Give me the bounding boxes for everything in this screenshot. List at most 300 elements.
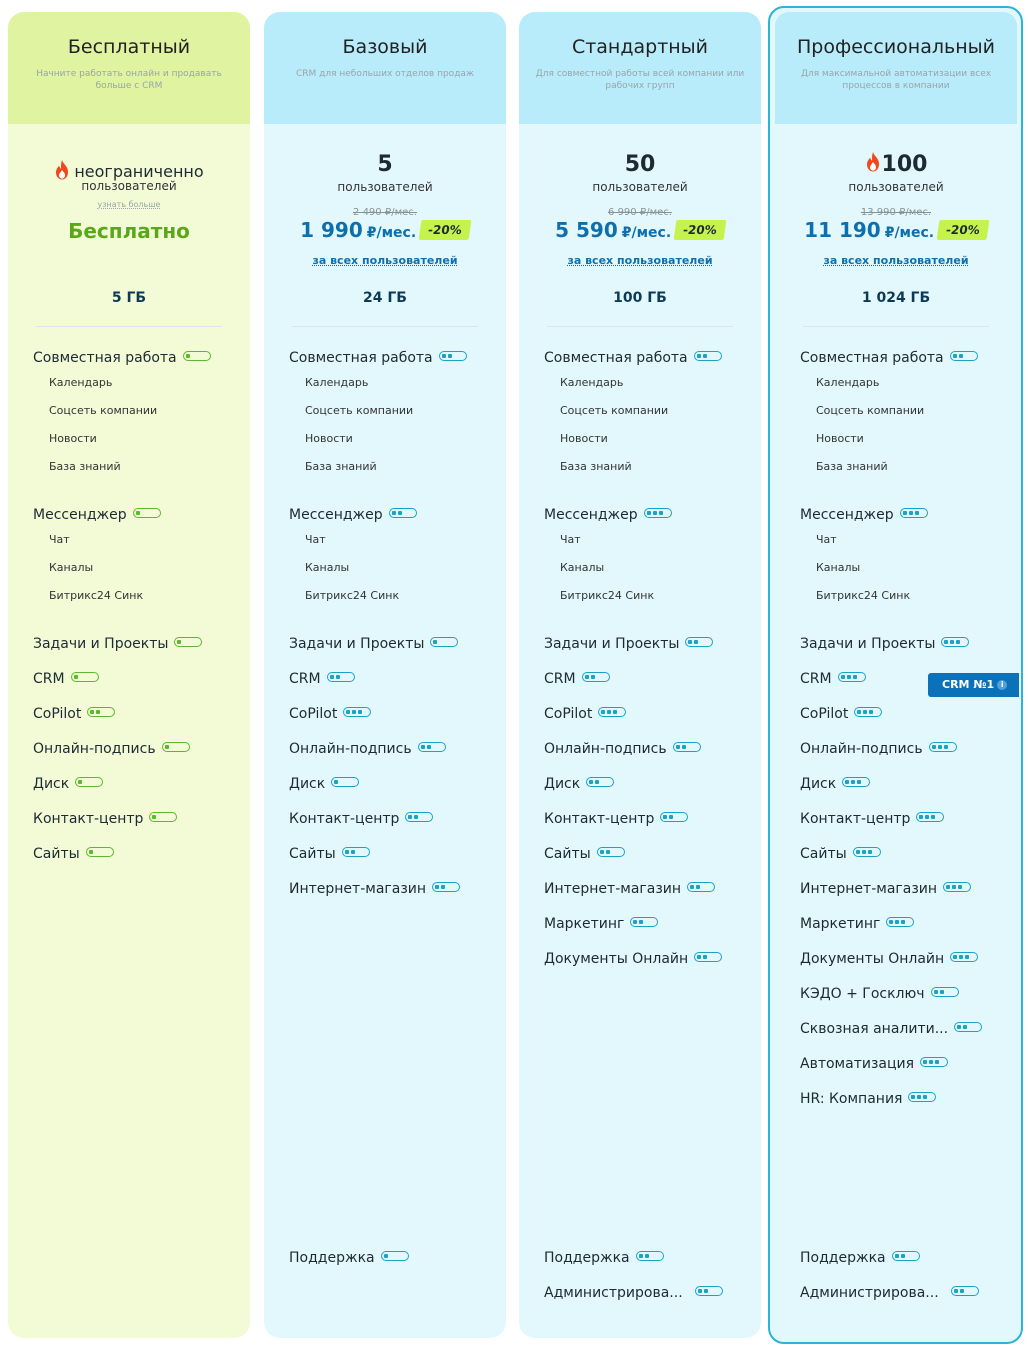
plan-level-toggle	[75, 777, 103, 787]
plan-level-toggle	[694, 351, 722, 361]
old-price: 13 990 ₽/мес.	[860, 207, 932, 218]
toggle-dot	[78, 780, 82, 784]
toggle-dot	[647, 511, 651, 515]
plan-level-toggle	[418, 742, 446, 752]
feature-label: Диск	[289, 776, 326, 792]
feature-item[interactable]	[800, 1091, 936, 1107]
plan-level-toggle	[694, 952, 722, 962]
feature-item[interactable]	[800, 671, 866, 687]
plan-inner	[519, 12, 761, 1338]
feature-sub-item: Новости	[816, 432, 864, 445]
feature-label: Документы Онлайн	[800, 951, 945, 967]
toggle-dot	[177, 640, 181, 644]
plan-level-toggle	[636, 1251, 664, 1261]
toggle-dot	[851, 780, 855, 784]
feature-item[interactable]	[544, 507, 672, 523]
toggle-dot	[697, 354, 701, 358]
price-row	[264, 218, 506, 242]
feature-item[interactable]	[33, 671, 99, 687]
feature-item[interactable]	[289, 811, 433, 827]
toggle-dot	[601, 710, 605, 714]
toggle-dot	[956, 640, 960, 644]
feature-item[interactable]	[544, 741, 701, 757]
feature-item[interactable]	[289, 776, 359, 792]
plan-name: Профессиональный	[797, 36, 995, 58]
plan-level-toggle	[86, 847, 114, 857]
feature-item[interactable]	[800, 507, 928, 523]
feature-sub-item: База знаний	[305, 460, 377, 473]
feature-sub-item: Чат	[49, 533, 70, 546]
toggle-dot	[136, 511, 140, 515]
feature-item[interactable]	[33, 706, 115, 722]
users-count	[775, 152, 1017, 177]
feature-item[interactable]	[800, 636, 969, 652]
toggle-dot	[703, 955, 707, 959]
plan-level-toggle	[886, 917, 914, 927]
plan-level-toggle	[586, 777, 614, 787]
feature-label: Мессенджер	[289, 507, 383, 523]
toggle-dot	[953, 354, 957, 358]
plan-level-toggle	[931, 987, 959, 997]
feature-label: Задачи и Проекты	[289, 636, 425, 652]
info-icon[interactable]: i	[997, 680, 1007, 690]
toggle-dot	[903, 511, 907, 515]
feature-label: Интернет-магазин	[544, 881, 682, 897]
toggle-dot	[931, 815, 935, 819]
users-label: пользователей	[337, 180, 433, 194]
feature-sub-item: Битрикс24 Синк	[49, 589, 144, 602]
old-price: 2 490 ₽/мес.	[353, 207, 417, 218]
plan-level-toggle	[687, 882, 715, 892]
toggle-dot	[392, 511, 396, 515]
feature-label: Мессенджер	[544, 507, 638, 523]
plan-card-basic	[264, 12, 506, 1338]
divider	[547, 326, 733, 327]
plan-level-toggle	[853, 847, 881, 857]
plan-level-toggle	[381, 1251, 409, 1261]
crm-no1-badge[interactable]	[928, 673, 1019, 697]
toggle-dot	[606, 850, 610, 854]
plan-level-toggle	[582, 672, 610, 682]
feature-label: CoPilot	[289, 706, 338, 722]
plan-level-toggle	[343, 707, 371, 717]
toggle-dot	[613, 710, 617, 714]
feature-label: Сайты	[544, 846, 591, 862]
toggle-dot	[925, 815, 929, 819]
plan-level-toggle	[342, 847, 370, 857]
toggle-dot	[600, 850, 604, 854]
feature-item-bottom[interactable]	[289, 1250, 409, 1266]
feature-item[interactable]	[544, 776, 614, 792]
feature-item[interactable]	[544, 706, 626, 722]
storage-size: 24 ГБ	[363, 290, 407, 306]
feature-item[interactable]	[544, 881, 715, 897]
toggle-dot	[698, 1289, 702, 1293]
toggle-dot	[703, 354, 707, 358]
price-row	[775, 218, 1017, 242]
learn-more-link[interactable]: узнать больше	[97, 200, 161, 209]
toggle-dot	[704, 1289, 708, 1293]
plan-level-toggle	[174, 637, 202, 647]
feature-item[interactable]	[289, 350, 467, 366]
feature-item[interactable]	[800, 350, 978, 366]
toggle-dot	[895, 1254, 899, 1258]
toggle-dot	[923, 1060, 927, 1064]
feature-sub-item: Календарь	[49, 376, 113, 389]
feature-item-bottom[interactable]	[800, 1250, 920, 1266]
feature-item[interactable]	[544, 636, 713, 652]
plan-level-toggle	[892, 1251, 920, 1261]
plan-level-toggle	[598, 707, 626, 717]
feature-item[interactable]	[33, 776, 103, 792]
storage-size: 5 ГБ	[111, 290, 147, 306]
fire-icon	[54, 160, 70, 180]
feature-item[interactable]	[800, 811, 944, 827]
plan-level-toggle	[405, 812, 433, 822]
plan-header	[775, 12, 1017, 124]
feature-sub-item: Соцсеть компании	[49, 404, 158, 417]
toggle-dot	[917, 1095, 921, 1099]
plan-level-toggle	[660, 812, 688, 822]
feature-item[interactable]	[289, 636, 458, 652]
feature-label: Мессенджер	[800, 507, 894, 523]
feature-item[interactable]	[800, 881, 971, 897]
toggle-dot	[950, 640, 954, 644]
plan-level-toggle	[950, 351, 978, 361]
feature-label: Поддержка	[289, 1250, 375, 1266]
toggle-dot	[408, 815, 412, 819]
feature-label: Поддержка	[800, 1250, 886, 1266]
toggle-dot	[585, 675, 589, 679]
toggle-dot	[869, 710, 873, 714]
feature-item[interactable]	[800, 916, 914, 932]
toggle-dot	[89, 850, 93, 854]
toggle-dot	[589, 780, 593, 784]
feature-item[interactable]	[289, 706, 371, 722]
toggle-dot	[841, 675, 845, 679]
feature-item[interactable]	[800, 846, 881, 862]
plan-level-toggle	[943, 882, 971, 892]
feature-item[interactable]	[800, 706, 882, 722]
feature-item[interactable]	[800, 986, 959, 1002]
feature-sub-item: Новости	[49, 432, 97, 445]
users-label: пользователей	[81, 179, 177, 193]
feature-sub-item: Каналы	[560, 561, 605, 574]
feature-sub-item: Соцсеть компании	[560, 404, 669, 417]
toggle-dot	[334, 780, 338, 784]
feature-label: КЭДО + Госключ	[800, 986, 925, 1002]
toggle-dot	[330, 675, 334, 679]
feature-sub-item: Битрикс24 Синк	[560, 589, 655, 602]
feature-label: Администрирова...	[800, 1285, 939, 1301]
feature-item[interactable]	[289, 507, 417, 523]
plan-inner	[8, 12, 250, 1338]
users-count-value: 100	[881, 152, 928, 177]
toggle-dot	[435, 885, 439, 889]
feature-sub-item: Календарь	[305, 376, 369, 389]
feature-sub-item: Каналы	[49, 561, 94, 574]
feature-sub-item: Новости	[560, 432, 608, 445]
feature-label: Сквозная аналити...	[800, 1021, 949, 1037]
feature-label: Администрирова...	[544, 1285, 683, 1301]
feature-item[interactable]	[33, 636, 202, 652]
price-period: ₽/мес.	[884, 225, 935, 241]
price-value: 1 990	[300, 218, 363, 242]
plan-level-toggle	[432, 882, 460, 892]
divider	[803, 326, 989, 327]
toggle-dot	[957, 1025, 961, 1029]
plan-level-toggle	[929, 742, 957, 752]
feature-item[interactable]	[33, 350, 211, 366]
feature-item[interactable]	[544, 916, 658, 932]
toggle-dot	[946, 885, 950, 889]
feature-sub-item: База знаний	[816, 460, 888, 473]
feature-sub-item: Каналы	[816, 561, 861, 574]
feature-sub-item: Чат	[816, 533, 837, 546]
feature-sub-item: Новости	[305, 432, 353, 445]
plan-level-toggle	[941, 637, 969, 647]
all-users-link[interactable]: за всех пользователей	[567, 254, 713, 267]
plan-level-toggle	[630, 917, 658, 927]
feature-label: Сайты	[33, 846, 80, 862]
plan-level-toggle	[162, 742, 190, 752]
feature-label: Онлайн-подпись	[800, 741, 923, 757]
plan-name: Стандартный	[571, 36, 709, 58]
feature-sub-item: Чат	[560, 533, 581, 546]
feature-item-bottom[interactable]	[800, 1285, 979, 1301]
feature-label: Задачи и Проекты	[33, 636, 169, 652]
toggle-dot	[944, 640, 948, 644]
toggle-dot	[591, 675, 595, 679]
feature-item[interactable]	[544, 951, 722, 967]
plan-level-toggle	[695, 1286, 723, 1296]
price-value: 5 590	[555, 218, 618, 242]
feature-sub-item: База знаний	[49, 460, 121, 473]
feature-item[interactable]	[800, 741, 957, 757]
feature-label: CRM	[289, 671, 321, 687]
plan-description: Начните работать онлайн и продавать больше с CRM	[36, 69, 222, 91]
toggle-dot	[690, 885, 694, 889]
users-count-value: 50	[624, 152, 656, 177]
toggle-dot	[186, 354, 190, 358]
feature-item[interactable]	[289, 881, 460, 897]
toggle-dot	[74, 675, 78, 679]
feature-sub-item: Каналы	[305, 561, 350, 574]
toggle-dot	[421, 745, 425, 749]
feature-item-bottom[interactable]	[544, 1285, 723, 1301]
price-period: ₽/мес.	[366, 225, 417, 241]
toggle-dot	[960, 1289, 964, 1293]
feature-label: Совместная работа	[800, 350, 944, 366]
feature-label: Онлайн-подпись	[544, 741, 667, 757]
discount-badge: -20%	[937, 220, 990, 240]
toggle-dot	[358, 710, 362, 714]
feature-label: Задачи и Проекты	[800, 636, 936, 652]
users-count-value: 5	[377, 152, 393, 177]
toggle-dot	[96, 710, 100, 714]
feature-item[interactable]	[800, 951, 978, 967]
feature-sub-item: Календарь	[560, 376, 624, 389]
feature-label: Автоматизация	[800, 1056, 915, 1072]
toggle-dot	[682, 745, 686, 749]
plan-level-toggle	[71, 672, 99, 682]
toggle-dot	[351, 850, 355, 854]
toggle-dot	[911, 1095, 915, 1099]
feature-label: Диск	[800, 776, 837, 792]
plan-name: Бесплатный	[67, 36, 191, 58]
price-value: 11 190	[804, 218, 881, 242]
feature-item[interactable]	[33, 507, 161, 523]
toggle-dot	[915, 511, 919, 515]
toggle-dot	[857, 710, 861, 714]
feature-sub-item: Чат	[305, 533, 326, 546]
toggle-dot	[940, 990, 944, 994]
toggle-dot	[653, 511, 657, 515]
users-label: пользователей	[592, 180, 688, 194]
toggle-dot	[963, 1025, 967, 1029]
toggle-dot	[845, 780, 849, 784]
users-count-value: неограниченно	[74, 162, 204, 181]
feature-label: Контакт-центр	[33, 811, 144, 827]
plan-level-toggle	[149, 812, 177, 822]
feature-label: Контакт-центр	[289, 811, 400, 827]
feature-label: Документы Онлайн	[544, 951, 689, 967]
toggle-dot	[427, 745, 431, 749]
toggle-dot	[345, 850, 349, 854]
toggle-dot	[958, 885, 962, 889]
toggle-dot	[663, 815, 667, 819]
users-label: пользователей	[848, 180, 944, 194]
feature-sub-item: Календарь	[816, 376, 880, 389]
feature-label: CRM	[544, 671, 576, 687]
divider	[36, 326, 222, 327]
toggle-dot	[901, 920, 905, 924]
feature-item[interactable]	[800, 1021, 982, 1037]
price-row	[519, 218, 761, 242]
feature-item[interactable]	[544, 350, 722, 366]
toggle-dot	[965, 955, 969, 959]
feature-item[interactable]	[544, 671, 610, 687]
plan-level-toggle	[900, 508, 928, 518]
plan-level-toggle	[908, 1092, 936, 1102]
plan-level-toggle	[842, 777, 870, 787]
toggle-dot	[433, 640, 437, 644]
toggle-dot	[398, 511, 402, 515]
plan-card-free	[8, 12, 250, 1338]
plan-level-toggle	[854, 707, 882, 717]
toggle-dot	[959, 354, 963, 358]
feature-sub-item: Соцсеть компании	[305, 404, 414, 417]
toggle-dot	[696, 885, 700, 889]
toggle-dot	[868, 850, 872, 854]
crm-no1-badge-label: CRM №1	[942, 678, 995, 691]
feature-label: Задачи и Проекты	[544, 636, 680, 652]
plan-level-toggle	[439, 351, 467, 361]
feature-item-bottom[interactable]	[544, 1250, 664, 1266]
users-count	[519, 152, 761, 177]
toggle-dot	[697, 955, 701, 959]
feature-label: Контакт-центр	[800, 811, 911, 827]
toggle-dot	[676, 745, 680, 749]
plan-level-toggle	[183, 351, 211, 361]
toggle-dot	[934, 990, 938, 994]
feature-label: Интернет-магазин	[800, 881, 938, 897]
feature-sub-item: Битрикс24 Синк	[816, 589, 911, 602]
toggle-dot	[901, 1254, 905, 1258]
feature-item[interactable]	[33, 741, 190, 757]
feature-label: Мессенджер	[33, 507, 127, 523]
feature-item[interactable]	[800, 1056, 948, 1072]
toggle-dot	[384, 1254, 388, 1258]
toggle-dot	[895, 920, 899, 924]
feature-item[interactable]	[800, 776, 870, 792]
toggle-dot	[919, 815, 923, 819]
plan-level-toggle	[389, 508, 417, 518]
plan-header	[8, 12, 250, 124]
plan-level-toggle	[597, 847, 625, 857]
toggle-dot	[938, 745, 942, 749]
plan-level-toggle	[331, 777, 359, 787]
storage-size: 100 ГБ	[613, 290, 667, 306]
feature-label: Контакт-центр	[544, 811, 655, 827]
plan-level-toggle	[838, 672, 866, 682]
toggle-dot	[909, 511, 913, 515]
toggle-dot	[639, 1254, 643, 1258]
toggle-dot	[336, 675, 340, 679]
plan-description: CRM для небольших отделов продаж	[295, 69, 475, 79]
feature-label: CoPilot	[33, 706, 82, 722]
toggle-dot	[853, 675, 857, 679]
feature-sub-item: База знаний	[560, 460, 632, 473]
toggle-dot	[856, 850, 860, 854]
toggle-dot	[953, 955, 957, 959]
feature-label: Интернет-магазин	[289, 881, 427, 897]
feature-label: Поддержка	[544, 1250, 630, 1266]
toggle-dot	[165, 745, 169, 749]
toggle-dot	[152, 815, 156, 819]
toggle-dot	[959, 955, 963, 959]
feature-label: Совместная работа	[544, 350, 688, 366]
discount-badge: -20%	[419, 220, 472, 240]
feature-item[interactable]	[544, 811, 688, 827]
toggle-dot	[448, 354, 452, 358]
feature-item[interactable]	[544, 846, 625, 862]
divider	[292, 326, 478, 327]
plan-level-toggle	[644, 508, 672, 518]
feature-label: CoPilot	[544, 706, 593, 722]
toggle-dot	[929, 1060, 933, 1064]
feature-item[interactable]	[289, 671, 355, 687]
feature-item[interactable]	[289, 741, 446, 757]
feature-item[interactable]	[33, 811, 177, 827]
price-period: ₽/мес.	[621, 225, 672, 241]
all-users-link[interactable]: за всех пользователей	[823, 254, 969, 267]
toggle-dot	[694, 640, 698, 644]
toggle-dot	[414, 815, 418, 819]
toggle-dot	[862, 850, 866, 854]
toggle-dot	[645, 1254, 649, 1258]
feature-label: Диск	[544, 776, 581, 792]
all-users-link[interactable]: за всех пользователей	[312, 254, 458, 267]
feature-label: Сайты	[800, 846, 847, 862]
toggle-dot	[932, 745, 936, 749]
plan-level-toggle	[920, 1057, 948, 1067]
feature-item[interactable]	[289, 846, 370, 862]
feature-item[interactable]	[33, 846, 114, 862]
toggle-dot	[944, 745, 948, 749]
users-count	[8, 160, 250, 181]
toggle-dot	[952, 885, 956, 889]
